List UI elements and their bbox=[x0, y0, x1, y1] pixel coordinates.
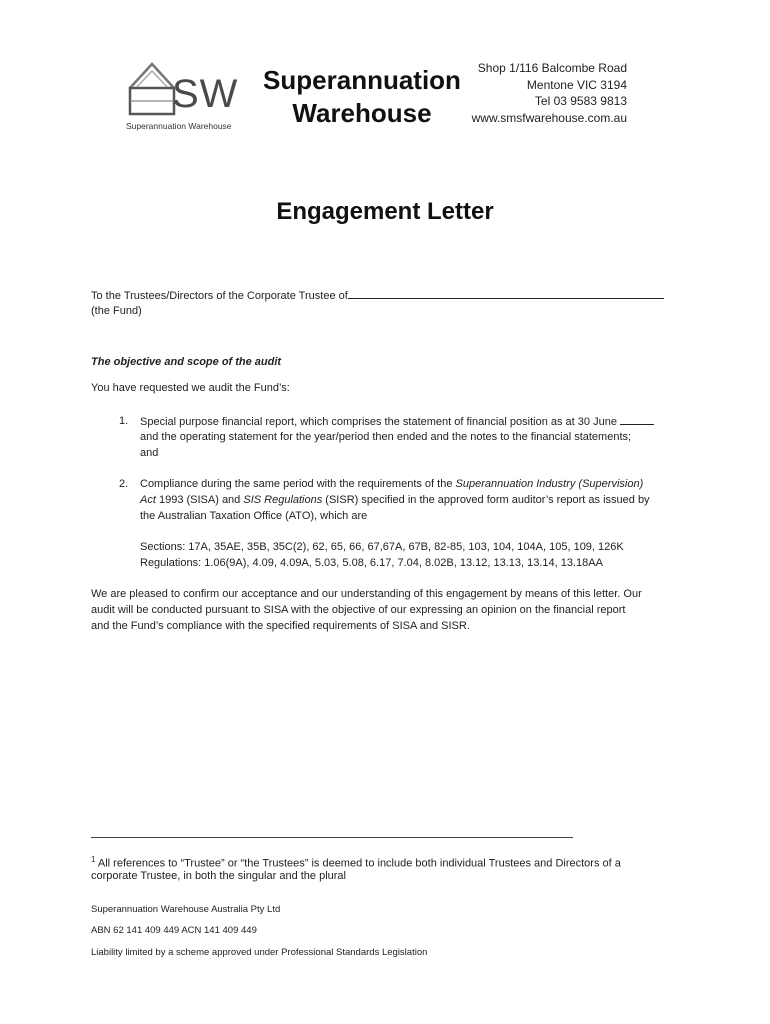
brand-line-2: Warehouse bbox=[292, 98, 432, 128]
address-website: www.smsfwarehouse.com.au bbox=[471, 110, 627, 125]
footnote-marker: 1 bbox=[91, 855, 96, 864]
company-address bbox=[472, 60, 627, 126]
item-2-line-3: the Australian Taxation Office (ATO), which are bbox=[140, 510, 368, 522]
addressee-text: To the Trustees/Directors of the Corporate Trustee of bbox=[91, 290, 348, 302]
addressee-line bbox=[91, 287, 664, 304]
act-name: Superannuation Industry (Supervision) bbox=[455, 478, 644, 490]
item-2-line-2-text-a: 1993 (SISA) and bbox=[155, 494, 244, 506]
company-logo bbox=[126, 58, 238, 134]
document-title: Engagement Letter bbox=[276, 198, 494, 225]
section-heading: The objective and scope of the audit bbox=[91, 356, 282, 368]
address-phone: Tel 03 9583 9813 bbox=[534, 94, 627, 108]
address-street: Shop 1/116 Balcombe Road bbox=[477, 61, 627, 75]
sections-list: Sections: 17A, 35AE, 35B, 35C(2), 62, 65, 66, 67,67A, 67B, 82-85, 103, 104, 104A, 105, 109, 126K bbox=[140, 541, 624, 553]
item-2-line-1 bbox=[140, 476, 643, 492]
logo-letters: SW bbox=[172, 72, 239, 116]
footer-liability: Liability limited by a scheme approved under Professional Standards Legislation bbox=[91, 947, 428, 958]
item-2-number: 2. bbox=[119, 478, 129, 490]
paragraph-line-2: audit will be conducted pursuant to SISA with the objective of our expressing an opinion on the financial report bbox=[91, 604, 626, 616]
footer-abn: ABN 62 141 409 449 ACN 141 409 449 bbox=[91, 925, 257, 936]
brand-line-1: Superannuation bbox=[263, 65, 461, 95]
footnote-text: All references to “Trustee” or “the Trustees” is deemed to include both individual Trustees and Directors of a bbox=[95, 857, 621, 870]
year-blank bbox=[620, 413, 654, 425]
item-1-line-1 bbox=[140, 413, 654, 430]
paragraph-line-1: We are pleased to confirm our acceptance and our understanding of this engagement by means of this letter. Our bbox=[91, 588, 642, 600]
footer-company: Superannuation Warehouse Australia Pty Ltd bbox=[91, 904, 281, 915]
paragraph-line-3: and the Fund’s compliance with the specified requirements of SISA and SISR. bbox=[91, 620, 470, 632]
item-1-number: 1. bbox=[119, 415, 129, 427]
item-2-line-2-text-b: (SISR) specified in the approved form auditor’s report as issued by bbox=[322, 494, 650, 506]
item-2-line-1-text: Compliance during the same period with the requirements of the bbox=[140, 478, 456, 490]
footnote-line-2: corporate Trustee, in both the singular and the plural bbox=[91, 870, 346, 882]
item-1-line-2: and the operating statement for the year/period then ended and the notes to the financial statements; bbox=[140, 431, 632, 443]
fund-name-blank bbox=[348, 287, 664, 299]
intro-text: You have requested we audit the Fund’s: bbox=[91, 382, 290, 394]
brand-name bbox=[262, 64, 462, 130]
act-word: Act bbox=[140, 494, 156, 506]
addressee-fund: (the Fund) bbox=[91, 305, 142, 317]
regulations-list: Regulations: 1.06(9A), 4.09, 4.09A, 5.03, 5.08, 6.17, 7.04, 8.02B, 13.12, 13.13, 13.14, 13.18AA bbox=[140, 557, 603, 569]
logo-subtitle: Superannuation Warehouse bbox=[126, 121, 232, 131]
regulations-name: SIS Regulations bbox=[243, 494, 323, 506]
item-2-line-2 bbox=[140, 492, 650, 508]
address-suburb: Mentone VIC 3194 bbox=[526, 77, 627, 92]
item-1-line-3: and bbox=[140, 447, 159, 459]
footnote-divider bbox=[91, 837, 573, 838]
item-1-line-1-text: Special purpose financial report, which comprises the statement of financial position as at 30 June bbox=[140, 416, 617, 428]
